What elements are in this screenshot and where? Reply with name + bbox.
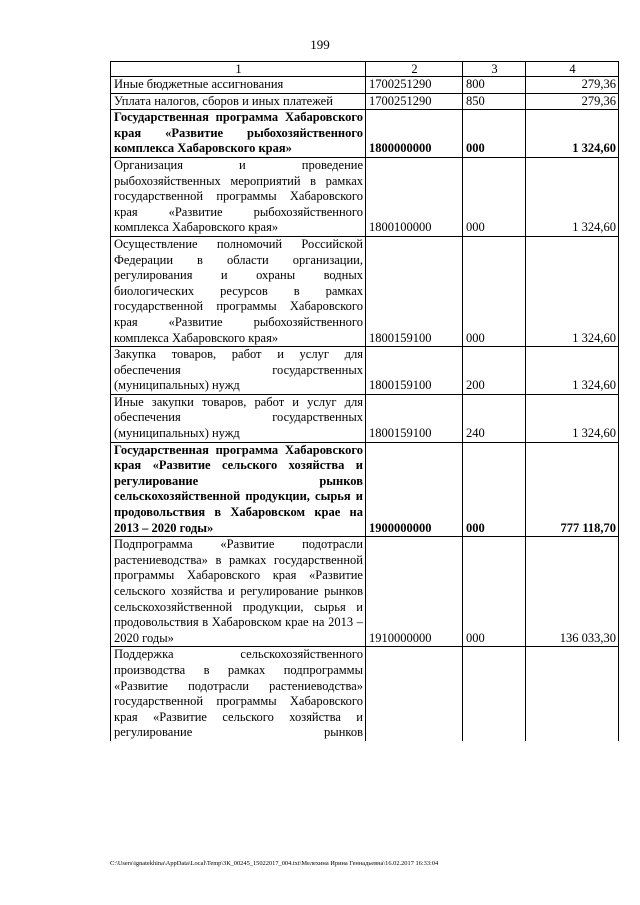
row-sum-cell: 1 324,60	[526, 157, 619, 236]
table-row	[111, 77, 619, 94]
row-name-cell: Государственная программа Хабаровского края «Развитие сельского хозяйства и регулирование рынков сельскохозяйственной продукции, сырья и продовольствия в Хабаровском крае на 2013 – 2020 годы»	[111, 442, 366, 537]
page-number: 199	[310, 37, 330, 52]
row-name-cell: Поддержка сельскохозяйственного производства в рамках подпрограммы «Развитие подотрасли растениеводства» государственной программы Хабаровского края «Развитие сельского хозяйства и регулирование рынков	[111, 647, 366, 741]
row-type-cell	[463, 647, 526, 741]
row-name-cell: Государственная программа Хабаровского края «Развитие рыбохозяйственного комплекса Хабаровского края»	[111, 110, 366, 158]
table-body	[111, 77, 619, 741]
row-name-cell: Организация и проведение рыбохозяйственных мероприятий в рамках государственной программы Хабаровского края «Развитие рыбохозяйственного комплекса Хабаровского края»	[111, 157, 366, 236]
table-row	[111, 647, 619, 741]
table-row	[111, 442, 619, 537]
table-header-row	[111, 62, 619, 77]
row-sum-cell: 279,36	[526, 93, 619, 110]
row-sum-cell: 777 118,70	[526, 442, 619, 537]
row-code-cell: 1800159100	[366, 236, 463, 346]
row-code-cell: 1900000000	[366, 442, 463, 537]
table-row	[111, 537, 619, 647]
row-name-cell: Закупка товаров, работ и услуг для обеспечения государственных (муниципальных) нужд	[111, 347, 366, 395]
row-type-cell: 000	[463, 157, 526, 236]
table-row	[111, 236, 619, 346]
row-sum-cell: 136 033,30	[526, 537, 619, 647]
row-type-cell: 200	[463, 347, 526, 395]
table-row	[111, 110, 619, 158]
row-type-cell: 000	[463, 442, 526, 537]
header-col-2: 2	[366, 62, 463, 77]
row-sum-cell	[526, 647, 619, 741]
table-row	[111, 347, 619, 395]
row-code-cell	[366, 647, 463, 741]
row-code-cell: 1910000000	[366, 537, 463, 647]
row-name-cell: Осуществление полномочий Российской Федерации в области организации, регулирования и охраны водных биологических ресурсов в рамках государственной программы Хабаровского края «Развитие рыбохозяйственного комплекса Хабаровского края»	[111, 236, 366, 346]
row-sum-cell: 1 324,60	[526, 394, 619, 442]
row-type-cell: 800	[463, 77, 526, 94]
row-sum-cell: 1 324,60	[526, 110, 619, 158]
row-sum-cell: 1 324,60	[526, 347, 619, 395]
header-col-4: 4	[526, 62, 619, 77]
row-code-cell: 1800159100	[366, 394, 463, 442]
header-col-1: 1	[111, 62, 366, 77]
row-code-cell: 1800000000	[366, 110, 463, 158]
row-sum-cell: 1 324,60	[526, 236, 619, 346]
row-type-cell: 850	[463, 93, 526, 110]
table-row	[111, 93, 619, 110]
row-code-cell: 1700251290	[366, 77, 463, 94]
row-name-cell: Иные закупки товаров, работ и услуг для обеспечения государственных (муниципальных) нужд	[111, 394, 366, 442]
row-type-cell: 240	[463, 394, 526, 442]
budget-table	[110, 61, 619, 741]
row-name-cell: Уплата налогов, сборов и иных платежей	[111, 93, 366, 110]
row-code-cell: 1800159100	[366, 347, 463, 395]
row-type-cell: 000	[463, 236, 526, 346]
row-sum-cell: 279,36	[526, 77, 619, 94]
file-path-footer: C:\Users\ignatekhina\AppData\Local\Temp\ЗК_00245_15022017_004.txt\Мелехина Ирина Геннадьевна\16.02.2017 16:33:04	[110, 860, 439, 867]
row-name-cell: Подпрограмма «Развитие подотрасли растениеводства» в рамках государственной программы Хабаровского края «Развитие сельского хозяйства и регулирование рынков сельскохозяйственной продукции, сырья и продовольствия в Хабаровском крае на 2013 – 2020 годы»	[111, 537, 366, 647]
row-type-cell: 000	[463, 537, 526, 647]
row-type-cell: 000	[463, 110, 526, 158]
header-col-3: 3	[463, 62, 526, 77]
table-row	[111, 394, 619, 442]
row-code-cell: 1800100000	[366, 157, 463, 236]
table-row	[111, 157, 619, 236]
row-name-cell: Иные бюджетные ассигнования	[111, 77, 366, 94]
row-code-cell: 1700251290	[366, 93, 463, 110]
